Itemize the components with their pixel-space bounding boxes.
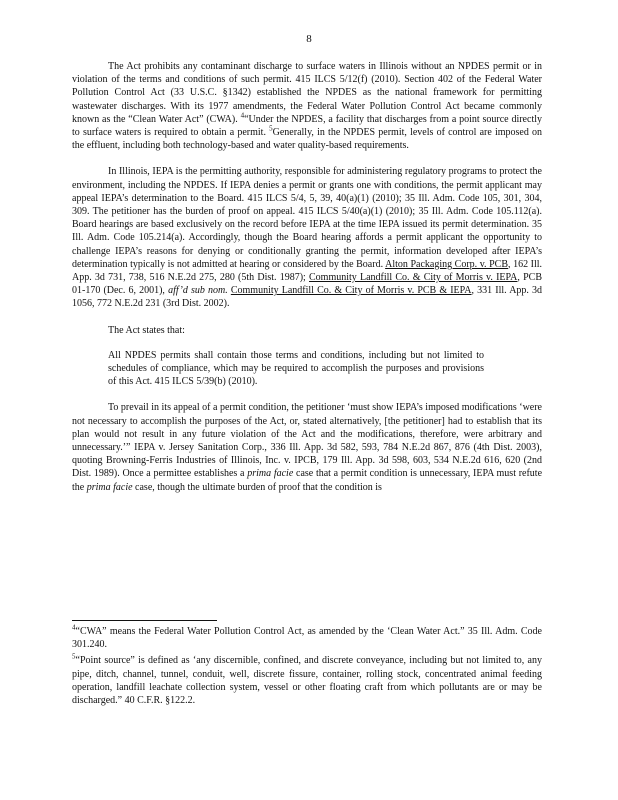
latin-term: prima facie — [86, 481, 133, 493]
text: “Under the NPDES, a facility that discharges from a point source directly to surface waters is required to obtain a permit. — [72, 113, 542, 139]
document-body — [72, 60, 542, 507]
footnote-text: “CWA” means the Federal Water Pollution Control Act, as amended by the ‘Clean Water Act.” 35 Ill. Adm. Code 301.240. — [72, 626, 542, 651]
paragraph-iepa-authority — [72, 165, 542, 310]
footnote-ref-5[interactable]: 5 — [269, 124, 273, 133]
citation-signal: aff’d sub nom. — [168, 285, 228, 297]
case-citation: Community Landfill Co. & City of Morris v. PCB & IEPA — [230, 285, 472, 297]
paragraph-burden — [72, 401, 542, 493]
footnote-5 — [72, 654, 542, 707]
text: The Act prohibits any contaminant discharge to surface waters in Illinois without an NPDES permit or in violation of the terms and conditions of such permit. 415 ILCS 5/12(f) (2010). Section 402 of the Federal Water Pollution Control Act (33 U.S.C. §1342) established the NPDES as the national framework for permitting wastewater discharges. With its 1977 amendments, the Federal Water Pollution Control Act became commonly known as the “Clean Water Act” (CWA). — [72, 61, 542, 125]
footnote-ref-4[interactable]: 4 — [240, 111, 245, 120]
text: case that a permit condition is unnecessary, IEPA must refute the — [72, 468, 543, 493]
text: , 162 Ill. App. 3d 731, 738, 516 N.E.2d 275, 280 (5th Dist. 1987); — [72, 258, 543, 284]
block-quote: All NPDES permits shall contain those terms and conditions, including but not limited to schedules of compliance, which may be required to accomplish the purposes and provisions of this Act. 415 ILCS 5/39(b) (2010). — [108, 349, 484, 388]
text: case, though the ultimate burden of proof that the condition is — [135, 481, 382, 493]
latin-term: prima facie — [247, 468, 294, 480]
text: In Illinois, IEPA is the permitting authority, responsible for administering regulatory programs to protect the environment, including the NPDES. If IEPA denies a permit or grants one with conditions, the permit applicant may appeal IEPA’s determination to the Board. 415 ILCS 5/4, 5, 39, 40(a)(1) (2010); 35 Ill. Adm. Code 105, 301, 304, 309. The petitioner has the burden of proof on appeal. 415 ILCS 5/40(a)(1) (2010); 35 Ill. Adm. Code 105.112(a). Board hearings are based exclusively on the record before IEPA at the time IEPA issued its permit determination. 35 Ill. Adm. Code 105.214(a). Accordingly, though the Board hearing affords a permit applicant the opportunity to challenge IEPA’s reasons for denying or conditionally granting the permit, information developed after IEPA’s determination typically is not admitted at hearing or considered by the Board. — [72, 166, 542, 270]
footnote-number: 5 — [72, 653, 76, 662]
text: , PCB 01-170 (Dec. 6, 2001), — [72, 272, 542, 297]
text: To prevail in its appeal of a permit condition, the petitioner ‘must show IEPA’s imposed modifications ‘were not necessary to accomplish the purposes of the Act, or, stated alternatively, [the petitioner] had to establish that its plan would not result in any future violation of the Act and the modifications, therefore, were arbitrary and unnecessary.’” IEPA v. Jersey Sanitation Corp., 336 Ill. App. 3d 582, 593, 784 N.E.2d 867, 876 (4th Dist. 2003), quoting Browning-Ferris Industries of Illinois, Inc. v. IPCB, 179 Ill. App. 3d 598, 603, 534 N.E.2d 616, 620 (2nd Dist. 1989). Once a permittee establishes a — [72, 402, 542, 480]
footnote-number: 4 — [72, 623, 76, 632]
page-number: 8 — [306, 33, 312, 45]
footnote-4 — [72, 625, 542, 651]
footnote-divider — [72, 620, 217, 621]
footnotes — [72, 625, 542, 710]
text: Generally, in the NPDES permit, levels of control are imposed on the effluent, including both technology-based and water quality-based requirements. — [72, 127, 543, 152]
case-citation: Community Landfill Co. & City of Morris v. IEPA — [309, 272, 518, 284]
paragraph-npdes-overview — [72, 60, 542, 152]
paragraph-act-states: The Act states that: — [108, 324, 185, 336]
text: , 331 Ill. App. 3d 1056, 772 N.E.2d 231 (3rd Dist. 2002). — [72, 285, 543, 310]
case-citation: Alton Packaging Corp. v. PCB — [385, 258, 509, 270]
footnote-text: “Point source” is defined as ‘any discernible, confined, and discrete conveyance, including but not limited to, any pipe, ditch, channel, tunnel, conduit, well, discrete fissure, container, rolling stock, concentrated animal feeding operation, landfill leachate collection system, vessel or other floating craft from which pollutants are or may be discharged.” 40 C.F.R. §122.2. — [72, 655, 542, 707]
